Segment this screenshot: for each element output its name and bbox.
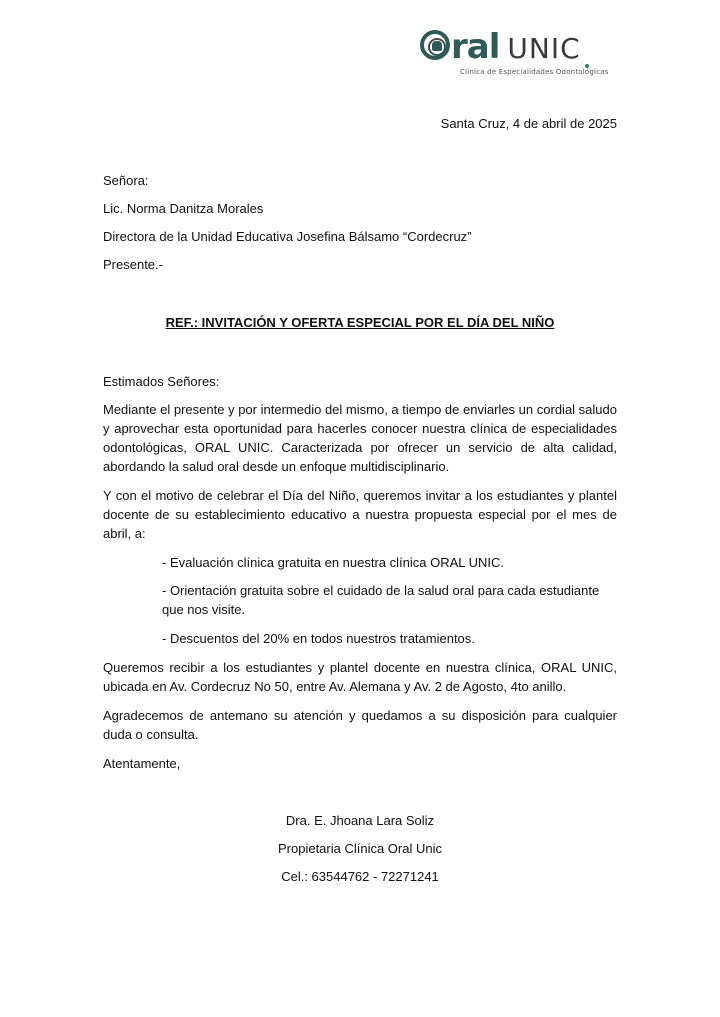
reference-line [0,313,720,332]
paragraph-thanks: Agradecemos de antemano su atención y quedamos a su disposición para cualquier duda o consulta. [103,708,617,742]
signature-position: Propietaria Clínica Oral Unic [277,841,442,856]
offer-item: - Descuentos del 20% en todos nuestros tratamientos. [162,631,475,646]
logo-text-ral: ral [451,27,500,67]
recipient-name: Lic. Norma Danitza Morales [103,201,264,216]
greeting: Estimados Señores: [103,374,220,389]
clinic-logo [420,26,610,82]
offer-item: - Evaluación clínica gratuita en nuestra clínica ORAL UNIC. [162,555,505,570]
presente: Presente.- [103,257,163,272]
reference-text: REF.: INVITACIÓN Y OFERTA ESPECIAL POR EL DÍA DEL NIÑO [165,315,555,330]
recipient-title: Directora de la Unidad Educativa Josefina Bálsamo “Cordecruz” [103,229,472,244]
salutation: Señora: [103,173,149,188]
paragraph-invitation: Y con el motivo de celebrar el Día del Niño, queremos invitar a los estudiantes y plantel docente de su establecimiento educativo a nuestra propuesta especial por el mes de abril, a: [103,488,617,541]
closing: Atentamente, [103,756,181,771]
logo-text-unic: UNIC [507,32,581,65]
paragraph-intro: Mediante el presente y por intermedio del mismo, a tiempo de enviarles un cordial saludo y aprovechar esta oportunidad para hacerles conocer nuestra clínica de especialidades odontológicas, ORAL UNIC. Caracterizada por ofrecer un servicio de alta calidad, abordando la salud oral desde un enfoque multidisciplinario. [103,402,617,474]
tooth-logo-icon [420,30,450,60]
logo-tagline: Clínica de Especialidades Odontológicas [460,68,609,76]
place-date: Santa Cruz, 4 de abril de 2025 [440,116,617,131]
signature-name: Dra. E. Jhoana Lara Soliz [285,813,435,828]
offer-item: - Orientación gratuita sobre el cuidado de la salud oral para cada estudiante que nos visite. [162,583,600,617]
signature-phone: Cel.: 63544762 - 72271241 [281,869,439,884]
paragraph-location: Queremos recibir a los estudiantes y plantel docente en nuestra clínica, ORAL UNIC, ubicada en Av. Cordecruz No 50, entre Av. Alemana y Av. 2 de Agosto, 4to anillo. [103,660,617,694]
